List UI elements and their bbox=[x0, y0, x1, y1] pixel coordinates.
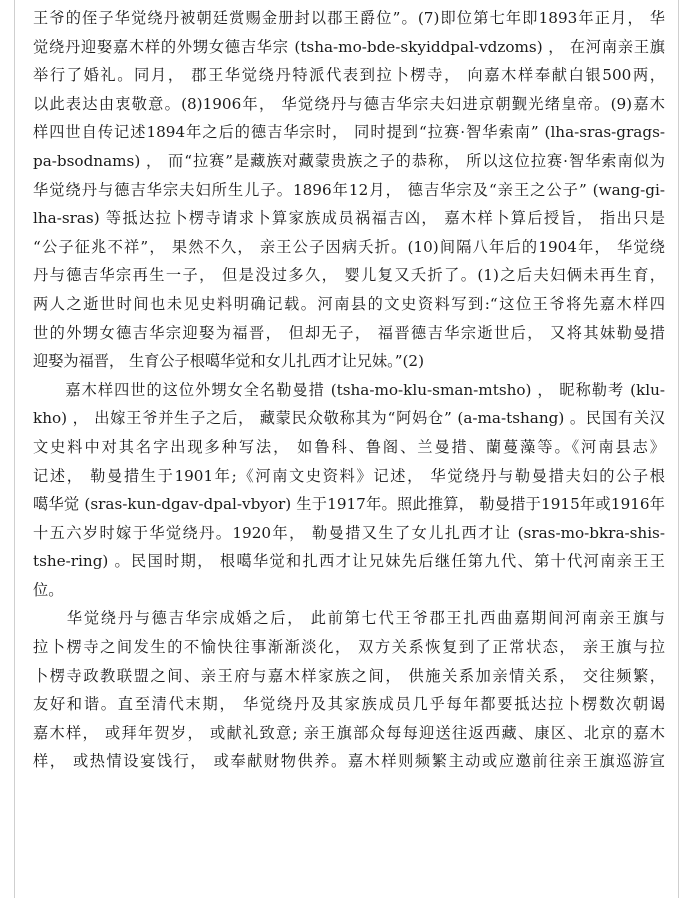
text-line: 文史料中对其名字出现多种写法， 如鲁科、鲁阁、兰曼措、蘭蔓藻等。《河南县志》 bbox=[33, 437, 665, 456]
text-line: 嘉木样， 或拜年贺岁， 或献礼致意; 亲王旗部众每每迎送往返西藏、康区、北京的嘉木 bbox=[33, 723, 665, 742]
text-line: 世的外甥女德吉华宗迎娶为福晋， 但却无子， 福晋德吉华宗逝世后， 又将其妹勒曼措 bbox=[33, 323, 665, 342]
text-line: 卜楞寺政教联盟之间、亲王府与嘉木样家族之间， 供施关系加亲情关系， 交往频繁， bbox=[33, 666, 665, 685]
text-line: 拉卜楞寺之间发生的不愉快往事渐渐淡化， 双方关系恢复到了正常状态， 亲王旗与拉 bbox=[33, 638, 665, 657]
text-line: 王爷的侄子华觉绕丹被朝廷赏赐金册封以郡王爵位”。(7)即位第七年即1893年正月， 华 bbox=[33, 9, 665, 27]
paragraph bbox=[33, 604, 665, 776]
text-line: “公子征兆不祥”， 果然不久， 亲王公子因病夭折。(10)间隔八年后的1904年， 华觉绕 bbox=[33, 237, 665, 256]
text-line: 迎娶为福晋， 生育公子根噶华觉和女儿扎西才让兄妹。”(2) bbox=[33, 352, 425, 371]
text-line: 友好和谐。直至清代末期， 华觉绕丹及其家族成员几乎每年都要抵达拉卜楞数次朝谒 bbox=[33, 695, 665, 714]
text-line: lha-sras) 等抵达拉卜楞寺请求卜算家族成员祸福吉凶， 嘉木样卜算后授旨， 指出只是 bbox=[33, 209, 665, 228]
text-line: 举行了婚礼。同月， 郡王华觉绕丹特派代表到拉卜楞寺， 向嘉木样奉献白银500两， bbox=[33, 66, 665, 85]
body-text bbox=[33, 4, 665, 776]
text-line: 位。 bbox=[33, 580, 64, 599]
text-line: tshe-ring) 。民国时期， 根噶华觉和扎西才让兄妹先后继任第九代、第十代河南亲王王 bbox=[33, 552, 665, 571]
text-line: 华觉绕丹与德吉华宗夫妇所生儿子。1896年12月， 德吉华宗及“亲王之公子” (wang-gi- bbox=[33, 180, 665, 199]
text-line: 华觉绕丹与德吉华宗成婚之后， 此前第七代王爷郡王扎西曲嘉期间河南亲王旗与 bbox=[33, 609, 665, 628]
text-line: 样四世自传记述1894年之后的德吉华宗时， 同时提到“拉赛·智华索南” (lha-sras-grags- bbox=[33, 123, 665, 142]
text-line: 记述， 勒曼措生于1901年;《河南文史资料》记述， 华觉绕丹与勒曼措夫妇的公子根 bbox=[33, 466, 665, 485]
paragraph bbox=[33, 4, 665, 376]
text-line: pa-bsodnams) ， 而“拉赛”是藏族对藏蒙贵族之子的恭称， 所以这位拉赛·智华索南似为 bbox=[33, 151, 665, 170]
paragraph bbox=[33, 376, 665, 605]
text-line: 嘉木样四世的这位外甥女全名勒曼措 (tsha-mo-klu-sman-mtsho) ， 昵称勒考 (klu- bbox=[33, 380, 665, 399]
document-page bbox=[14, 0, 679, 898]
text-line: 样， 或热情设宴饯行， 或奉献财物供养。嘉木样则频繁主动或应邀前往亲王旗巡游宣 bbox=[33, 752, 665, 771]
text-line: 丹与德吉华宗再生一子， 但是没过多久， 婴儿复又夭折了。(1)之后夫妇俩未再生育， bbox=[33, 266, 665, 285]
text-line: kho) ， 出嫁王爷并生子之后， 藏蒙民众敬称其为“阿妈仓” (a-ma-tshang) 。民国有关汉 bbox=[33, 409, 665, 428]
text-line: 十五六岁时嫁于华觉绕丹。1920年， 勒曼措又生了女儿扎西才让 (sras-mo-bkra-shis- bbox=[33, 523, 665, 542]
text-line: 觉绕丹迎娶嘉木样的外甥女德吉华宗 (tsha-mo-bde-skyiddpal-vdzoms) ， 在河南亲王旗 bbox=[33, 37, 665, 56]
text-line: 以此表达由衷敬意。(8)1906年， 华觉绕丹与德吉华宗夫妇进京朝觐光绪皇帝。(9)嘉木 bbox=[33, 94, 665, 113]
text-line: 噶华觉 (sras-kun-dgav-dpal-vbyor) 生于1917年。照此推算， 勒曼措于1915年或1916年 bbox=[33, 495, 665, 514]
text-line: 两人之逝世时间也未见史料明确记载。河南县的文史资料写到:“这位王爷将先嘉木样四 bbox=[33, 294, 665, 313]
